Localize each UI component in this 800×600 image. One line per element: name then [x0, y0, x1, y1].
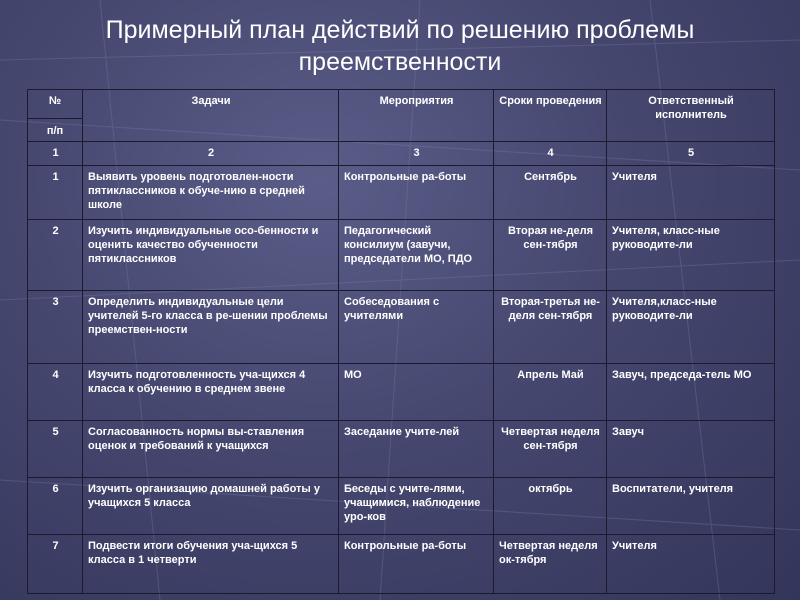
row-task: Выявить уровень подготовлен-ности пятиклассников к обуче-нию в средней школе: [83, 166, 339, 220]
row-num: 2: [28, 220, 83, 291]
header-num: [28, 90, 83, 142]
table-row: [28, 364, 775, 421]
row-num: 1: [28, 166, 83, 220]
col-number: 4: [494, 141, 607, 165]
table-header-row: [28, 90, 775, 142]
row-responsible: Воспитатели, учителя: [607, 478, 775, 535]
title-line-2: преемственности: [298, 48, 502, 76]
row-term: Сентябрь: [494, 166, 607, 220]
row-responsible: Учителя: [607, 166, 775, 220]
row-event: Собеседования с учителями: [339, 291, 494, 364]
header-num-bottom: п/п: [28, 118, 82, 138]
row-task: Согласованность нормы вы-ставления оценок и требований к учащихся: [83, 421, 339, 478]
row-term: Вторая не-деля сен-тября: [494, 220, 607, 291]
row-num: 3: [28, 291, 83, 364]
row-term: Апрель Май: [494, 364, 607, 421]
table-row: [28, 421, 775, 478]
row-event: Контрольные ра-боты: [339, 166, 494, 220]
header-events: Мероприятия: [339, 90, 494, 142]
row-event: Заседание учите-лей: [339, 421, 494, 478]
row-responsible: Завуч, председа-тель МО: [607, 364, 775, 421]
row-term: Четвертая неделя ок-тября: [494, 534, 607, 593]
row-task: Подвести итоги обучения уча-щихся 5 класса в 1 четверти: [83, 534, 339, 593]
row-task: Изучить подготовленность уча-щихся 4 класса к обучению в среднем звене: [83, 364, 339, 421]
table-row: [28, 220, 775, 291]
table-row: [28, 534, 775, 593]
table-row: [28, 291, 775, 364]
row-term: Вторая-третья не-деля сен-тября: [494, 291, 607, 364]
row-responsible: Учителя,класс-ные руководите-ли: [607, 291, 775, 364]
row-task: Определить индивидуальные цели учителей 5-го класса в ре-шении проблемы преемствен-ности: [83, 291, 339, 364]
row-responsible: Учителя: [607, 534, 775, 593]
header-terms: Сроки проведения: [494, 90, 607, 142]
header-responsible: Ответственный исполнитель: [607, 90, 775, 142]
row-event: МО: [339, 364, 494, 421]
header-num-top: №: [48, 95, 62, 107]
header-tasks: Задачи: [83, 90, 339, 142]
row-num: 6: [28, 478, 83, 535]
row-responsible: Учителя, класс-ные руководите-ли: [607, 220, 775, 291]
row-term: Четвертая неделя сен-тября: [494, 421, 607, 478]
col-number: 3: [339, 141, 494, 165]
row-task: Изучить индивидуальные осо-бенности и оценить качество обученности пятиклассников: [83, 220, 339, 291]
row-term: октябрь: [494, 478, 607, 535]
table-row: [28, 166, 775, 220]
row-event: Беседы с учите-лями, учащимися, наблюдение уро-ков: [339, 478, 494, 535]
page-title: [0, 14, 800, 78]
row-num: 4: [28, 364, 83, 421]
row-num: 5: [28, 421, 83, 478]
row-task: Изучить организацию домашней работы у учащихся 5 класса: [83, 478, 339, 535]
table-row: [28, 478, 775, 535]
title-line-1: Примерный план действий по решению проблемы: [105, 16, 695, 44]
column-number-row: [28, 141, 775, 165]
row-event: Педагогический консилиум (завучи, председатели МО, ПДО: [339, 220, 494, 291]
action-plan-table: [27, 89, 775, 594]
row-responsible: Завуч: [607, 421, 775, 478]
row-event: Контрольные ра-боты: [339, 534, 494, 593]
col-number: 1: [28, 141, 83, 165]
col-number: 5: [607, 141, 775, 165]
col-number: 2: [83, 141, 339, 165]
row-num: 7: [28, 534, 83, 593]
